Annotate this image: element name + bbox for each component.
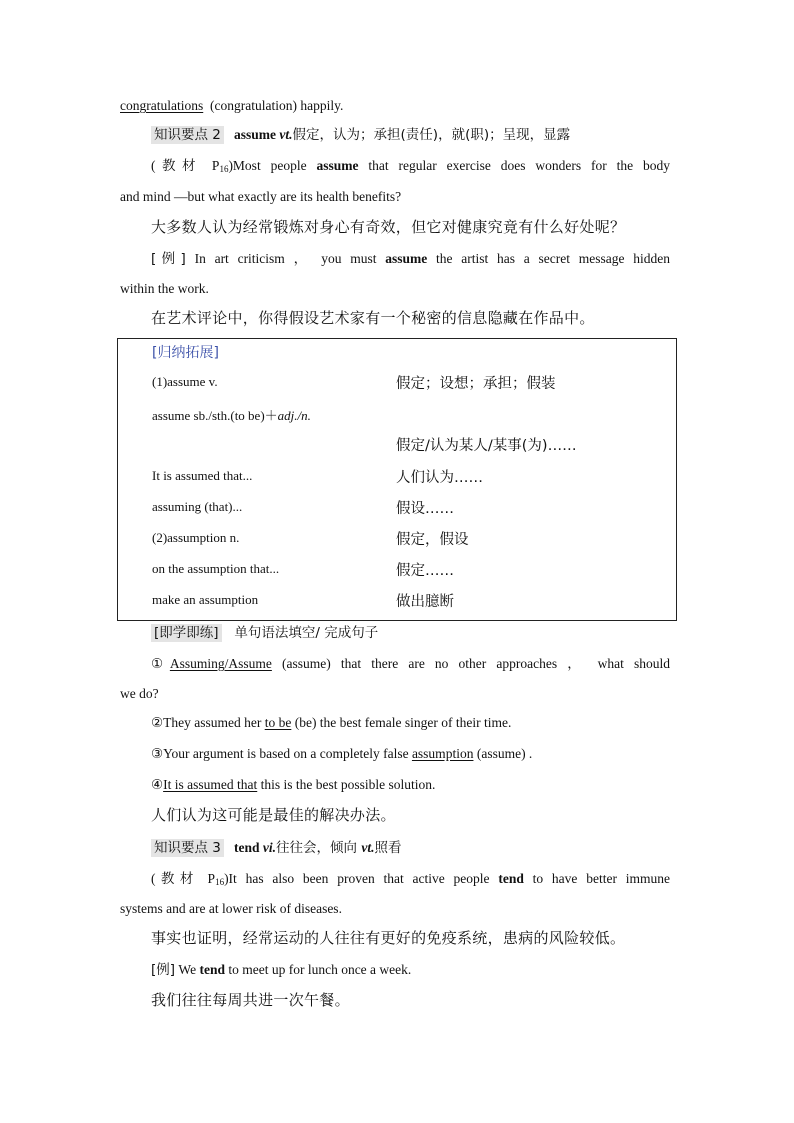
pattern-italic: adj./n. bbox=[277, 408, 311, 423]
ex-rest: the artist has a secret message hidden bbox=[427, 251, 670, 266]
example-sentence-2-cont: within the work. bbox=[120, 281, 209, 296]
pattern-text: assume sb./sth.(to be)＋ bbox=[152, 408, 278, 423]
answer-blank: assumption bbox=[411, 746, 474, 761]
answer-blank: It is assumed that bbox=[163, 777, 258, 792]
answer-blank: Assuming/Assume bbox=[169, 656, 272, 671]
kp3-definition-vt: 照看 bbox=[374, 840, 402, 856]
kp3-word: tend bbox=[234, 840, 260, 855]
page-subscript: 16 bbox=[219, 164, 229, 174]
kp3-pos-vt: vt. bbox=[361, 840, 375, 855]
question-text: (assume) that there are no other approaches ， what should bbox=[271, 656, 670, 671]
textbook-sentence-3 bbox=[151, 869, 670, 892]
kp2-pos: vt. bbox=[279, 127, 293, 142]
kp3-definition-vi: 往往会，倾向 bbox=[276, 840, 362, 856]
question-1-cont: we do? bbox=[120, 686, 159, 701]
keyword-assume: assume bbox=[316, 158, 359, 173]
knowledge-point-2-heading bbox=[151, 125, 570, 145]
question-2 bbox=[151, 713, 511, 733]
practice-title: 单句语法填空/ 完成句子 bbox=[234, 625, 379, 641]
box-row-assumption-noun-meaning: 假定，假设 bbox=[396, 532, 469, 548]
box-row-assume-pattern-meaning: 假定/认为某人/某事(为)…… bbox=[396, 438, 577, 454]
keyword-assume: assume bbox=[385, 251, 428, 266]
question-number: ① bbox=[151, 656, 170, 671]
kp3-label: 知识要点 3 bbox=[151, 839, 224, 857]
textbook-sentence-2-translation: 大多数人认为经常锻炼对身心有奇效，但它对健康究竟有什么好处呢？ bbox=[151, 218, 626, 236]
ex-prefix: In art criticism ， you must bbox=[185, 251, 386, 266]
question-text: Your argument is based on a completely false bbox=[163, 746, 412, 761]
box-row-assuming: assuming (that)... bbox=[152, 499, 243, 514]
kp2-definition: 假定，认为；承担(责任)，就(职)；呈现，显露 bbox=[292, 127, 571, 143]
question-number: ② bbox=[151, 715, 164, 730]
answer-line-congratulations bbox=[120, 96, 343, 116]
question-4-translation: 人们认为这可能是最佳的解决办法。 bbox=[151, 806, 396, 824]
question-text-rest: (be) the best female singer of their time. bbox=[291, 715, 512, 730]
answer-congratulations: congratulations bbox=[120, 98, 204, 113]
example-tag: [例] bbox=[151, 251, 186, 267]
box-row-assumption-noun: (2)assumption n. bbox=[152, 530, 240, 545]
practice-heading bbox=[151, 623, 378, 643]
question-1 bbox=[151, 654, 670, 674]
box-row-it-is-assumed: It is assumed that... bbox=[152, 468, 253, 483]
question-3 bbox=[151, 744, 532, 764]
textbook-sentence-2 bbox=[151, 156, 670, 179]
src-text: )It has also been proven that active people bbox=[224, 871, 499, 886]
textbook-sentence-3-cont: systems and are at lower risk of diseases. bbox=[120, 901, 342, 916]
src-prefix: (教材 P bbox=[151, 158, 220, 173]
src-prefix: (教材 P bbox=[151, 871, 216, 886]
textbook-sentence-3-translation: 事实也证明，经常运动的人往往有更好的免疫系统，患病的风险较低。 bbox=[151, 929, 626, 947]
box-row-it-is-assumed-meaning: 人们认为…… bbox=[396, 470, 483, 486]
example-tag: [例] bbox=[151, 962, 176, 978]
answer-blank: to be bbox=[264, 715, 292, 730]
ex-prefix: We bbox=[175, 962, 200, 977]
box-row-make-an-assumption-meaning: 做出臆断 bbox=[396, 594, 454, 610]
box-row-on-the-assumption-meaning: 假定…… bbox=[396, 563, 454, 579]
box-row-assume-verb: (1)assume v. bbox=[152, 374, 218, 389]
question-text-rest: (assume) . bbox=[473, 746, 533, 761]
box-row-assuming-meaning: 假设…… bbox=[396, 501, 454, 517]
example-sentence-3-translation: 我们往往每周共进一次午餐。 bbox=[151, 991, 350, 1009]
line-rest: (congratulation) happily. bbox=[209, 98, 344, 113]
example-sentence-3 bbox=[151, 960, 411, 980]
kp2-label: 知识要点 2 bbox=[151, 126, 224, 144]
src-rest: to have better immune bbox=[523, 871, 670, 886]
question-number: ④ bbox=[151, 777, 164, 792]
example-sentence-2 bbox=[151, 249, 670, 269]
example-sentence-2-translation: 在艺术评论中，你得假设艺术家有一个秘密的信息隐藏在作品中。 bbox=[151, 309, 595, 327]
keyword-tend: tend bbox=[498, 871, 524, 886]
practice-tag: [即学即练] bbox=[151, 624, 222, 642]
summary-box-title: [归纳拓展] bbox=[152, 345, 219, 361]
src-text: )Most people bbox=[228, 158, 317, 173]
textbook-sentence-2-cont: and mind —but what exactly are its health benefits? bbox=[120, 189, 402, 204]
question-4 bbox=[151, 775, 435, 795]
box-row-assume-verb-meaning: 假定；设想；承担；假装 bbox=[396, 376, 556, 392]
kp2-word: assume bbox=[234, 127, 277, 142]
question-text: this is the best possible solution. bbox=[257, 777, 436, 792]
question-text: They assumed her bbox=[163, 715, 265, 730]
kp3-pos-vi: vi. bbox=[262, 840, 277, 855]
keyword-tend: tend bbox=[199, 962, 225, 977]
page-subscript: 16 bbox=[215, 877, 225, 887]
src-rest: that regular exercise does wonders for the body bbox=[358, 158, 670, 173]
question-number: ③ bbox=[151, 746, 164, 761]
box-row-on-the-assumption: on the assumption that... bbox=[152, 561, 280, 576]
ex-rest: to meet up for lunch once a week. bbox=[224, 962, 412, 977]
knowledge-point-3-heading bbox=[151, 838, 401, 858]
box-row-make-an-assumption: make an assumption bbox=[152, 592, 259, 607]
box-row-assume-pattern bbox=[152, 405, 311, 424]
